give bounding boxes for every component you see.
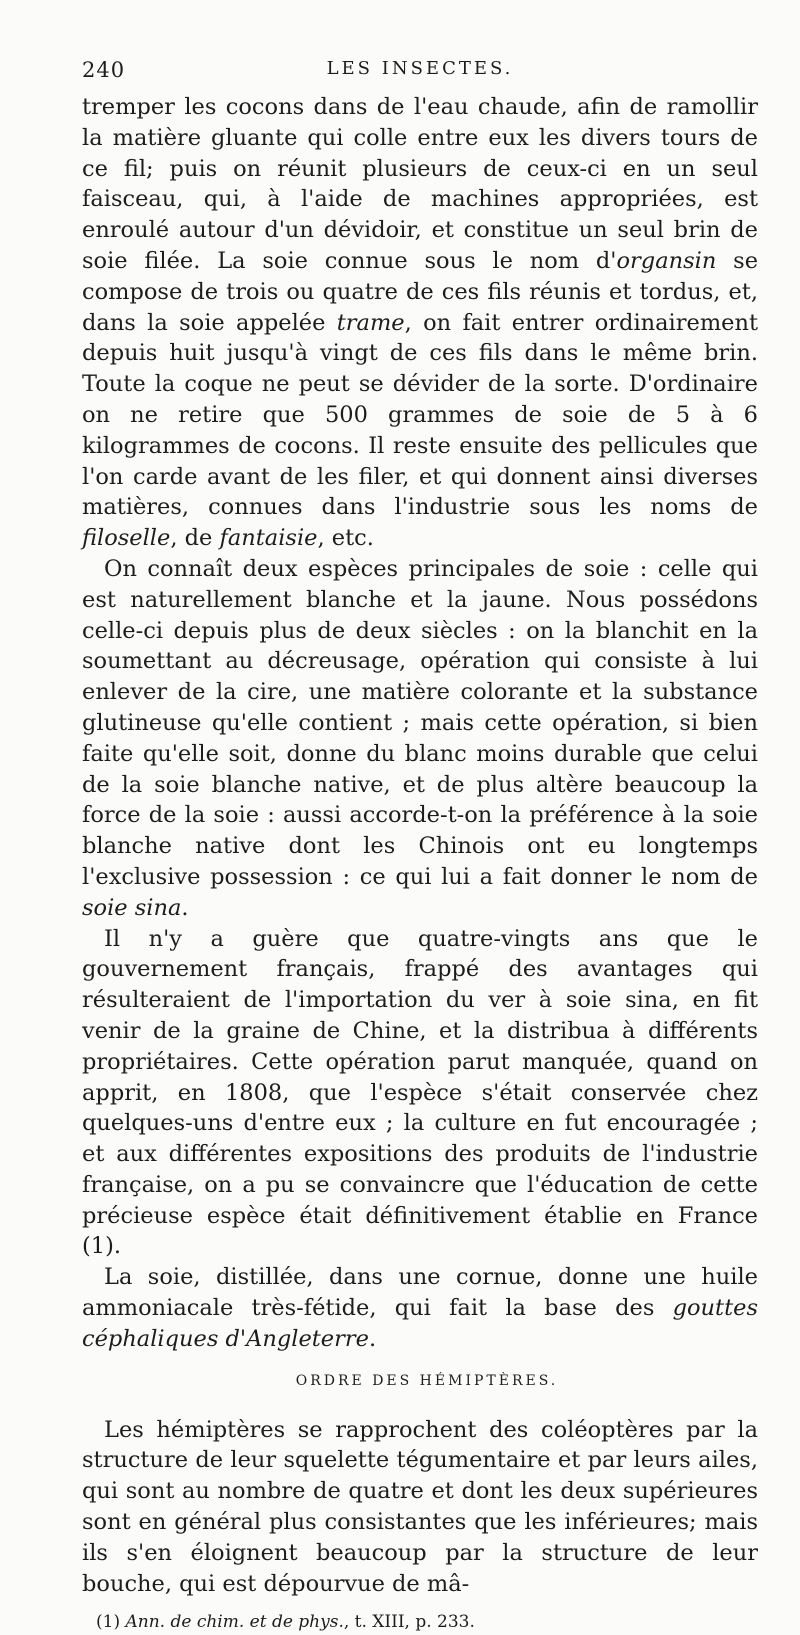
- book-page: [82, 58, 758, 1635]
- italic-term: trame: [336, 309, 405, 336]
- text-run: , t. XIII, p. 233.: [343, 1612, 475, 1633]
- footnote-text: [125, 1612, 474, 1632]
- text-run: .: [181, 894, 189, 921]
- text-run: On connaît deux espèces principales de soie : celle qui est naturellement blanche et la jaune. Nous possédons celle-ci depuis plus de deux siècles : on la blanchit en la soumettant au décreusage, opération qui consiste à lui enlever de la cire, une matière colorante et la substance glutineuse qu'elle contient ; mais cette opération, si bien faite qu'elle soit, donne du blanc moins durable que celui de la soie blanche native, et de plus altère beaucoup la force de la soie : aussi accorde-t-on la préférence à la soie blanche native dont les Chinois ont eu longtemps l'exclusive possession : ce qui lui a fait donner le nom de: [82, 555, 758, 890]
- text-run: , de: [170, 525, 220, 552]
- italic-term: filoselle: [82, 525, 171, 552]
- text-run: se compose de trois ou quatre de ces fils réunis et tordus, et, dans la soie appelée: [82, 247, 759, 336]
- italic-term: gouttes céphaliques d'Angleterre: [82, 1295, 758, 1352]
- footnote-marker: (1): [96, 1612, 126, 1633]
- footnote: [82, 1609, 758, 1635]
- page-number: 240: [82, 58, 126, 82]
- italic-term: Ann. de chim. et de phys.: [125, 1612, 344, 1633]
- paragraph: [82, 554, 758, 924]
- running-title: LES INSECTES.: [326, 58, 514, 79]
- text-run: , on fait entrer ordinairement depuis huit jusqu'à vingt de ces fils dans le même brin. Toute la coque ne peut se dévider de la sorte. D'ordinaire on ne retire que 500 grammes de soie de 5 à 6 kilogrammes de cocons. Il reste ensuite des pellicules que l'on carde avant de les filer, et qui donnent ainsi diverses matières, connues dans l'industrie sous les noms de: [82, 309, 758, 521]
- body-text: [82, 92, 758, 1599]
- text-run: , etc.: [317, 525, 374, 552]
- paragraph: [82, 92, 758, 554]
- paragraph: [82, 1415, 758, 1600]
- text-run: Les hémiptères se rapprochent des coléoptères par la structure de leur squelette tégumentaire et par leurs ailes, qui sont au nombre de quatre et dont les deux supérieures sont en général plus consistantes que les inférieures; mais ils s'en éloignent beaucoup par la structure de leur bouche, qui est dépourvue de mâ-: [82, 1416, 758, 1597]
- italic-term: organsin: [616, 247, 717, 274]
- text-run: .: [368, 1325, 377, 1352]
- text-run: La soie, distillée, dans une cornue, donne une huile ammoniacale très-fétide, qui fait la base des: [82, 1264, 758, 1322]
- paragraph: [82, 1262, 758, 1354]
- page-header: [82, 58, 758, 92]
- section-heading: ORDRE DES HÉMIPTÈRES.: [295, 1372, 559, 1389]
- text-run: tremper les cocons dans de l'eau chaude, afin de ramollir la matière gluante qui colle entre eux les divers tours de ce fil; puis on réunit plusieurs de ceux-ci en un seul faisceau, qui, à l'aide de machines appropriées, est enroulé autour d'un dévidoir, et constitue un seul brin de soie filée. La soie connue sous le nom d': [82, 94, 758, 274]
- italic-term: fantaisie: [219, 525, 318, 552]
- paragraph: [82, 924, 758, 1263]
- italic-term: soie sina: [82, 894, 182, 921]
- text-run: Il n'y a guère que quatre-vingts ans que le gouvernement français, frappé des avantages qui résulteraient de l'importation du ver à soie sina, en fit venir de la graine de Chine, et la distribua à différents propriétaires. Cette opération parut manquée, quand on apprit, en 1808, que l'espèce s'était conservée chez quelques-uns d'entre eux ; la culture en fut encouragée ; et aux différentes expositions des produits de l'industrie française, on a pu se convaincre que l'éducation de cette précieuse espèce était définitivement établie en France (1).: [82, 925, 758, 1260]
